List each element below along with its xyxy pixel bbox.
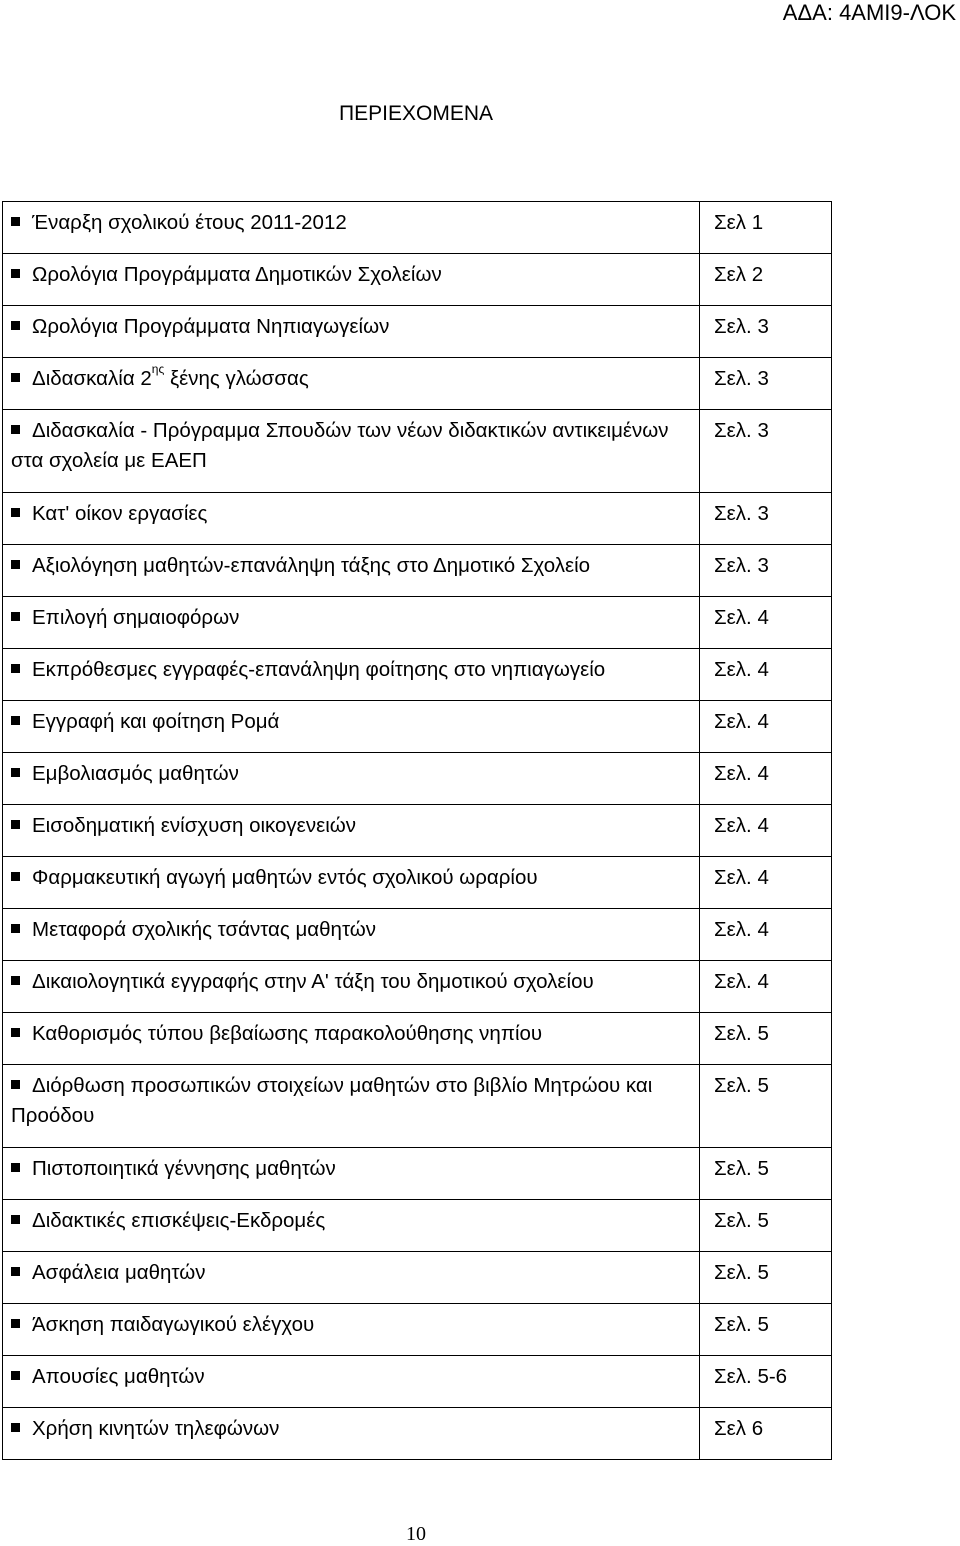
square-bullet-icon <box>11 924 20 933</box>
toc-page-ref: Σελ. 3 <box>700 493 832 545</box>
toc-page-ref: Σελ. 5-6 <box>700 1356 832 1408</box>
toc-item-text: Ωρολόγια Προγράμματα Νηπιαγωγείων <box>32 315 390 338</box>
toc-item-text: Διδασκαλία $2^{\eta\varsigma}$ ξένης γλώσσας <box>32 362 309 390</box>
table-row <box>3 753 832 805</box>
toc-item <box>3 753 700 805</box>
toc-page-ref: Σελ. 4 <box>700 753 832 805</box>
toc-item <box>3 805 700 857</box>
toc-page-ref: Σελ. 4 <box>700 909 832 961</box>
square-bullet-icon <box>11 321 20 330</box>
table-row <box>3 597 832 649</box>
square-bullet-icon <box>11 1163 20 1172</box>
toc-item-text: Χρήση κινητών τηλεφώνων <box>32 1417 280 1440</box>
table-row <box>3 410 832 493</box>
toc-item <box>3 1304 700 1356</box>
toc-item-text: Ασφάλεια μαθητών <box>32 1261 206 1284</box>
toc-table <box>2 201 832 1460</box>
square-bullet-icon <box>11 820 20 829</box>
table-row <box>3 1356 832 1408</box>
square-bullet-icon <box>11 269 20 278</box>
document-code: ΑΔΑ: 4ΑΜΙ9-ΛΟΚ <box>782 0 956 25</box>
toc-item <box>3 1408 700 1460</box>
square-bullet-icon <box>11 373 20 382</box>
toc-page-ref: Σελ. 4 <box>700 649 832 701</box>
table-row <box>3 961 832 1013</box>
toc-page-ref: Σελ. 4 <box>700 805 832 857</box>
toc-item <box>3 1148 700 1200</box>
table-row <box>3 306 832 358</box>
square-bullet-icon <box>11 1423 20 1432</box>
toc-item <box>3 701 700 753</box>
toc-item <box>3 1065 700 1148</box>
table-row <box>3 1065 832 1148</box>
square-bullet-icon <box>11 560 20 569</box>
toc-item <box>3 493 700 545</box>
toc-item-text: Κατ' οίκον εργασίες <box>32 502 208 525</box>
table-row <box>3 202 832 254</box>
toc-page-ref: Σελ. 5 <box>700 1200 832 1252</box>
table-row <box>3 857 832 909</box>
toc-item-text: Καθορισμός τύπου βεβαίωσης παρακολούθησης νηπίου <box>32 1022 543 1045</box>
toc-page-ref: Σελ. 5 <box>700 1013 832 1065</box>
square-bullet-icon <box>11 664 20 673</box>
toc-page-ref: Σελ. 3 <box>700 358 832 410</box>
toc-item-text: Διδακτικές επισκέψεις-Εκδρομές <box>32 1209 326 1232</box>
table-row <box>3 649 832 701</box>
toc-page-ref: Σελ. 3 <box>700 306 832 358</box>
square-bullet-icon <box>11 1080 20 1089</box>
toc-item-text: Έναρξη σχολικού έτους 2011-2012 <box>32 211 347 234</box>
toc-item <box>3 306 700 358</box>
toc-item <box>3 1013 700 1065</box>
toc-page-ref: Σελ 2 <box>700 254 832 306</box>
toc-item <box>3 358 700 410</box>
table-row <box>3 1013 832 1065</box>
toc-item <box>3 1356 700 1408</box>
table-row <box>3 493 832 545</box>
table-row <box>3 805 832 857</box>
toc-page-ref: Σελ. 4 <box>700 857 832 909</box>
square-bullet-icon <box>11 716 20 725</box>
square-bullet-icon <box>11 1319 20 1328</box>
square-bullet-icon <box>11 612 20 621</box>
toc-item-text: Ωρολόγια Προγράμματα Δημοτικών Σχολείων <box>32 263 442 286</box>
toc-page-ref: Σελ. 5 <box>700 1065 832 1148</box>
square-bullet-icon <box>11 1371 20 1380</box>
toc-item-text: Εμβολιασμός μαθητών <box>32 762 239 785</box>
toc-item <box>3 857 700 909</box>
toc-page-ref: Σελ. 5 <box>700 1304 832 1356</box>
toc-item <box>3 961 700 1013</box>
toc-item <box>3 1200 700 1252</box>
toc-item-text: Μεταφορά σχολικής τσάντας μαθητών <box>32 918 377 941</box>
table-row <box>3 1408 832 1460</box>
table-row <box>3 358 832 410</box>
toc-item-text: Αξιολόγηση μαθητών-επανάληψη τάξης στο Δημοτικό Σχολείο <box>32 554 591 577</box>
page-title: ΠΕΡΙΕΧΟΜΕΝΑ <box>338 102 494 125</box>
toc-page-ref: Σελ. 4 <box>700 701 832 753</box>
toc-item-text: Άσκηση παιδαγωγικού ελέγχου <box>32 1313 315 1336</box>
toc-item <box>3 410 700 493</box>
toc-item-text: Επιλογή σημαιοφόρων <box>32 606 240 629</box>
square-bullet-icon <box>11 425 20 434</box>
toc-item <box>3 649 700 701</box>
toc-item <box>3 597 700 649</box>
toc-page-ref: Σελ. 5 <box>700 1252 832 1304</box>
square-bullet-icon <box>11 872 20 881</box>
toc-item-text: Διόρθωση προσωπικών στοιχείων μαθητών στο βιβλίο Μητρώου και Προόδου <box>11 1074 653 1127</box>
toc-item <box>3 545 700 597</box>
toc-item-text: Απουσίες μαθητών <box>32 1365 205 1388</box>
toc-item-text: Εγγραφή και φοίτηση Ρομά <box>32 710 280 733</box>
toc-item-text: Δικαιολογητικά εγγραφής στην Α' τάξη του δημοτικού σχολείου <box>32 970 594 993</box>
toc-page-ref: Σελ. 3 <box>700 545 832 597</box>
toc-page-ref: Σελ. 4 <box>700 597 832 649</box>
toc-page-ref: Σελ. 5 <box>700 1148 832 1200</box>
square-bullet-icon <box>11 508 20 517</box>
square-bullet-icon <box>11 976 20 985</box>
table-row <box>3 1304 832 1356</box>
toc-item <box>3 1252 700 1304</box>
square-bullet-icon <box>11 1267 20 1276</box>
table-row <box>3 909 832 961</box>
toc-page-ref: Σελ. 3 <box>700 410 832 493</box>
toc-item <box>3 909 700 961</box>
table-row <box>3 1252 832 1304</box>
toc-item-text: Φαρμακευτική αγωγή μαθητών εντός σχολικού ωραρίου <box>32 866 538 889</box>
toc-page-ref: Σελ. 4 <box>700 961 832 1013</box>
ordinal-suffix: ης <box>151 362 165 376</box>
toc-item-text: Διδασκαλία - Πρόγραμμα Σπουδών των νέων διδακτικών αντικειμένων στα σχολεία με ΕΑΕΠ <box>11 419 669 472</box>
page-number: 10 <box>406 1523 426 1545</box>
square-bullet-icon <box>11 1028 20 1037</box>
square-bullet-icon <box>11 768 20 777</box>
toc-page-ref: Σελ 1 <box>700 202 832 254</box>
toc-item-text: Πιστοποιητικά γέννησης μαθητών <box>32 1157 336 1180</box>
toc-item <box>3 202 700 254</box>
toc-item-text: Εισοδηματική ενίσχυση οικογενειών <box>32 814 357 837</box>
table-row <box>3 701 832 753</box>
table-row <box>3 1200 832 1252</box>
toc-item <box>3 254 700 306</box>
table-row <box>3 1148 832 1200</box>
square-bullet-icon <box>11 1215 20 1224</box>
square-bullet-icon <box>11 217 20 226</box>
toc-item-text: Εκπρόθεσμες εγγραφές-επανάληψη φοίτησης στο νηπιαγωγείο <box>32 658 606 681</box>
toc-page-ref: Σελ 6 <box>700 1408 832 1460</box>
table-row <box>3 545 832 597</box>
table-row <box>3 254 832 306</box>
